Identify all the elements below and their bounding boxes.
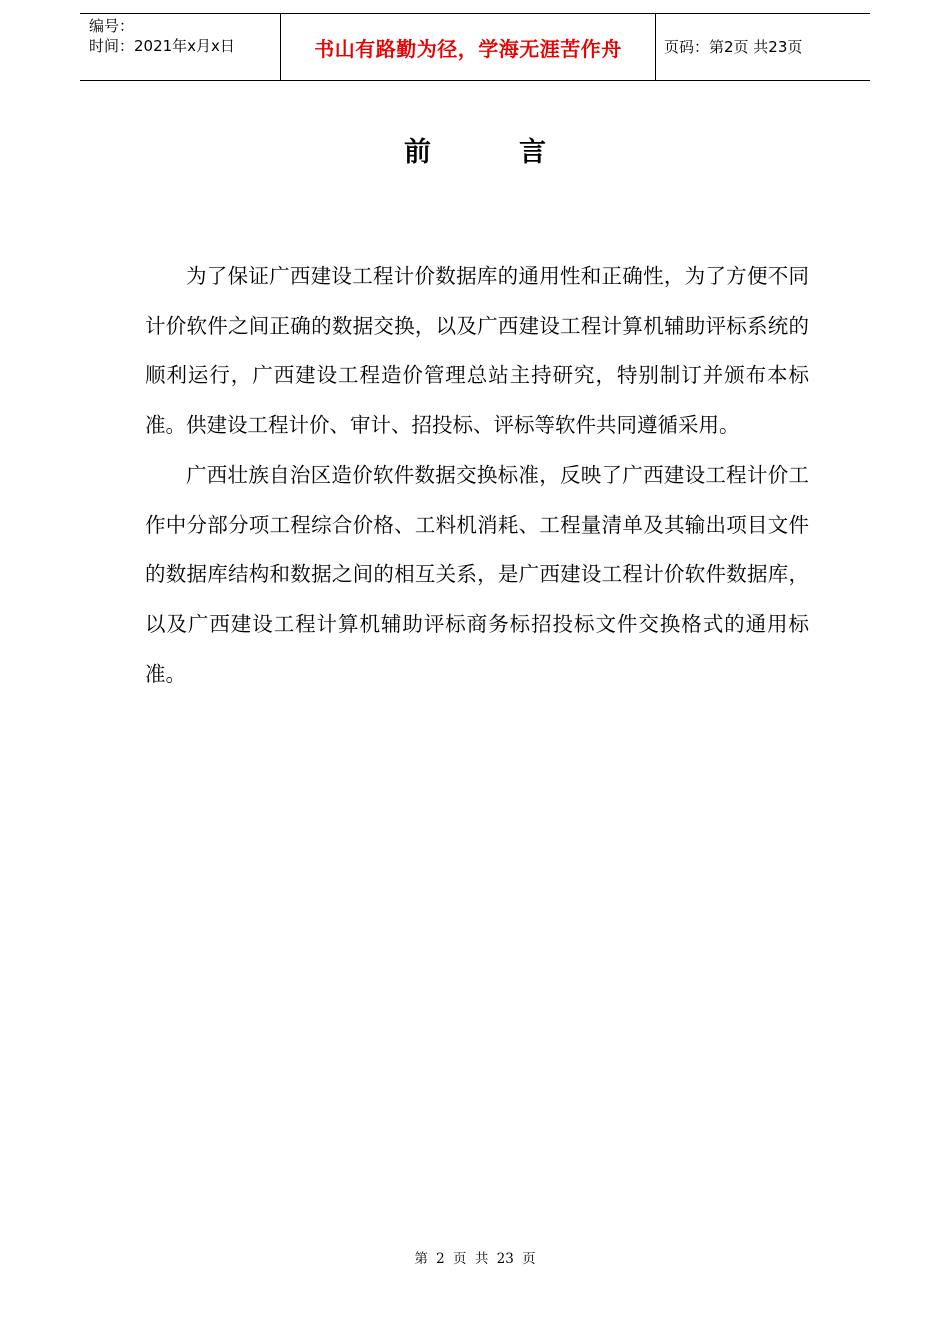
paragraph: 为了保证广西建设工程计价数据库的通用性和正确性，为了方便不同计价软件之间正确的数据交换，以及广西建设工程计算机辅助评标系统的顺利运行，广西建设工程造价管理总站主持研究，特别制订并颁布本标准。供建设工程计价、审计、招投标、评标等软件共同遵循采用。: [145, 264, 809, 438]
document-date: 时间：2021年x月x日: [89, 37, 235, 55]
document-body: [145, 252, 809, 699]
header-meta-cell: [80, 14, 281, 80]
header-page-info: 页码：第2页 共23页: [664, 38, 803, 56]
paragraph: 广西壮族自治区造价软件数据交换标准，反映了广西建设工程计价工作中分部分项工程综合价格、工料机消耗、工程量清单及其输出项目文件的数据库结构和数据之间的相互关系，是广西建设工程计价软件数据库，以及广西建设工程计算机辅助评标商务标招投标文件交换格式的通用标准。: [145, 462, 809, 686]
header-page-cell: [656, 14, 870, 80]
page-footer: 第 2 页 共 23 页: [414, 1251, 536, 1267]
page-header: [80, 13, 870, 81]
header-motto: 书山有路勤为径，学海无涯苦作舟: [314, 36, 622, 61]
header-motto-cell: [281, 14, 656, 80]
document-number-label: 编号：: [89, 17, 135, 35]
page-title: 前言: [404, 137, 634, 168]
